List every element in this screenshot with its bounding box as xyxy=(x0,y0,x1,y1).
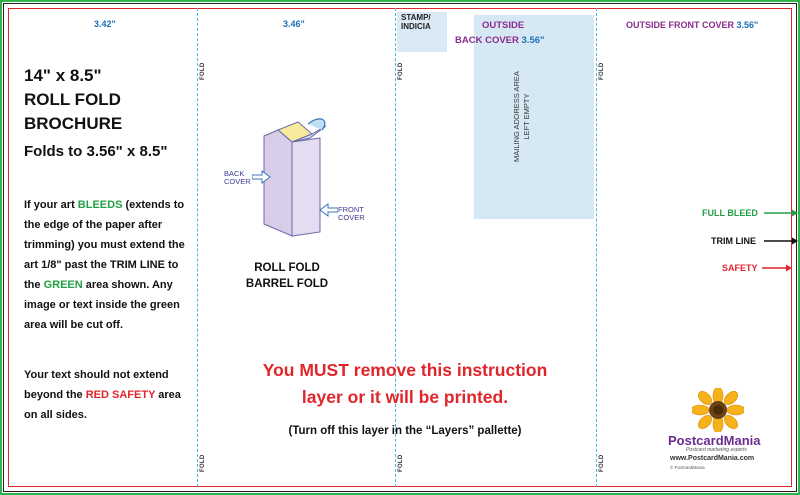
full-bleed-legend: FULL BLEED xyxy=(702,208,758,218)
back-cover-label: BACK COVER xyxy=(224,169,251,186)
fold-line-2 xyxy=(395,8,396,487)
fold-label: FOLD xyxy=(200,62,206,80)
page-title-type: ROLL FOLD xyxy=(24,90,121,109)
sunflower-logo-icon xyxy=(692,388,744,432)
diagram-roll-arrow xyxy=(308,119,325,130)
fold-label: FOLD xyxy=(599,454,605,472)
full-bleed-arrow-icon xyxy=(764,209,798,217)
outside-front-cover-heading: OUTSIDE FRONT COVER 3.56" xyxy=(626,20,759,30)
bleed-instructions: If your art BLEEDS (extends to the edge of the paper after trimming) you must extend the art 1/8" past the TRIM LINE to the GREEN area shown. Any image or text inside the green area will be cut off. xyxy=(24,199,185,331)
remove-layer-warning-line2: layer or it will be printed. xyxy=(301,387,509,407)
front-cover-label: FRONT COVER xyxy=(338,205,365,222)
stamp-indicia-label: STAMP/ INDICIA xyxy=(401,13,431,31)
safety-legend: SAFETY xyxy=(722,263,758,273)
back-cover-arrow-icon xyxy=(252,170,272,184)
layers-note: (Turn off this layer in the “Layers” pallette) xyxy=(288,425,522,437)
remove-layer-warning-line1: You MUST remove this instruction xyxy=(262,360,548,380)
fold-label: FOLD xyxy=(398,62,404,80)
page-title-size: 14" x 8.5" xyxy=(24,66,102,85)
safety-instructions: Your text should not extend beyond the RED SAFETY area on all sides. xyxy=(24,369,181,421)
diagram-front-panel xyxy=(292,138,320,236)
front-cover-width: 3.56" xyxy=(736,20,759,30)
back-cover-width: 3.56" xyxy=(521,35,545,46)
green-highlight: GREEN xyxy=(43,279,83,291)
panel2-width: 3.46" xyxy=(283,19,305,29)
red-safety-highlight: RED SAFETY xyxy=(85,389,156,401)
roll-fold-label: ROLL FOLD xyxy=(254,262,320,274)
trim-line-legend: TRIM LINE xyxy=(711,236,756,246)
mailing-address-label: MAILING ADDRESS AREA LEFT EMPTY xyxy=(512,71,531,162)
brand-url: www.PostcardMania.com xyxy=(670,455,755,462)
trim-line-arrow-icon xyxy=(764,237,798,245)
page-title-fold-size: Folds to 3.56" x 8.5" xyxy=(24,143,168,160)
front-cover-arrow-icon xyxy=(318,203,338,217)
fold-label: FOLD xyxy=(398,454,404,472)
bleeds-highlight: BLEEDS xyxy=(77,199,123,211)
fold-label: FOLD xyxy=(599,62,605,80)
barrel-fold-label: BARREL FOLD xyxy=(245,278,329,290)
outside-label: OUTSIDE xyxy=(482,20,525,31)
fold-line-3 xyxy=(596,8,597,487)
safety-arrow-icon xyxy=(762,264,792,272)
page-title-product: BROCHURE xyxy=(24,114,123,133)
brand-name: PostcardMania xyxy=(668,433,761,448)
fold-line-1 xyxy=(197,8,198,487)
fold-label: FOLD xyxy=(200,454,206,472)
panel1-width: 3.42" xyxy=(94,19,116,29)
brand-tagline: Postcard marketing experts xyxy=(686,447,747,453)
brand-copyright: © PostcardMania xyxy=(670,465,705,470)
back-cover-heading: BACK COVER 3.56" xyxy=(455,35,545,46)
